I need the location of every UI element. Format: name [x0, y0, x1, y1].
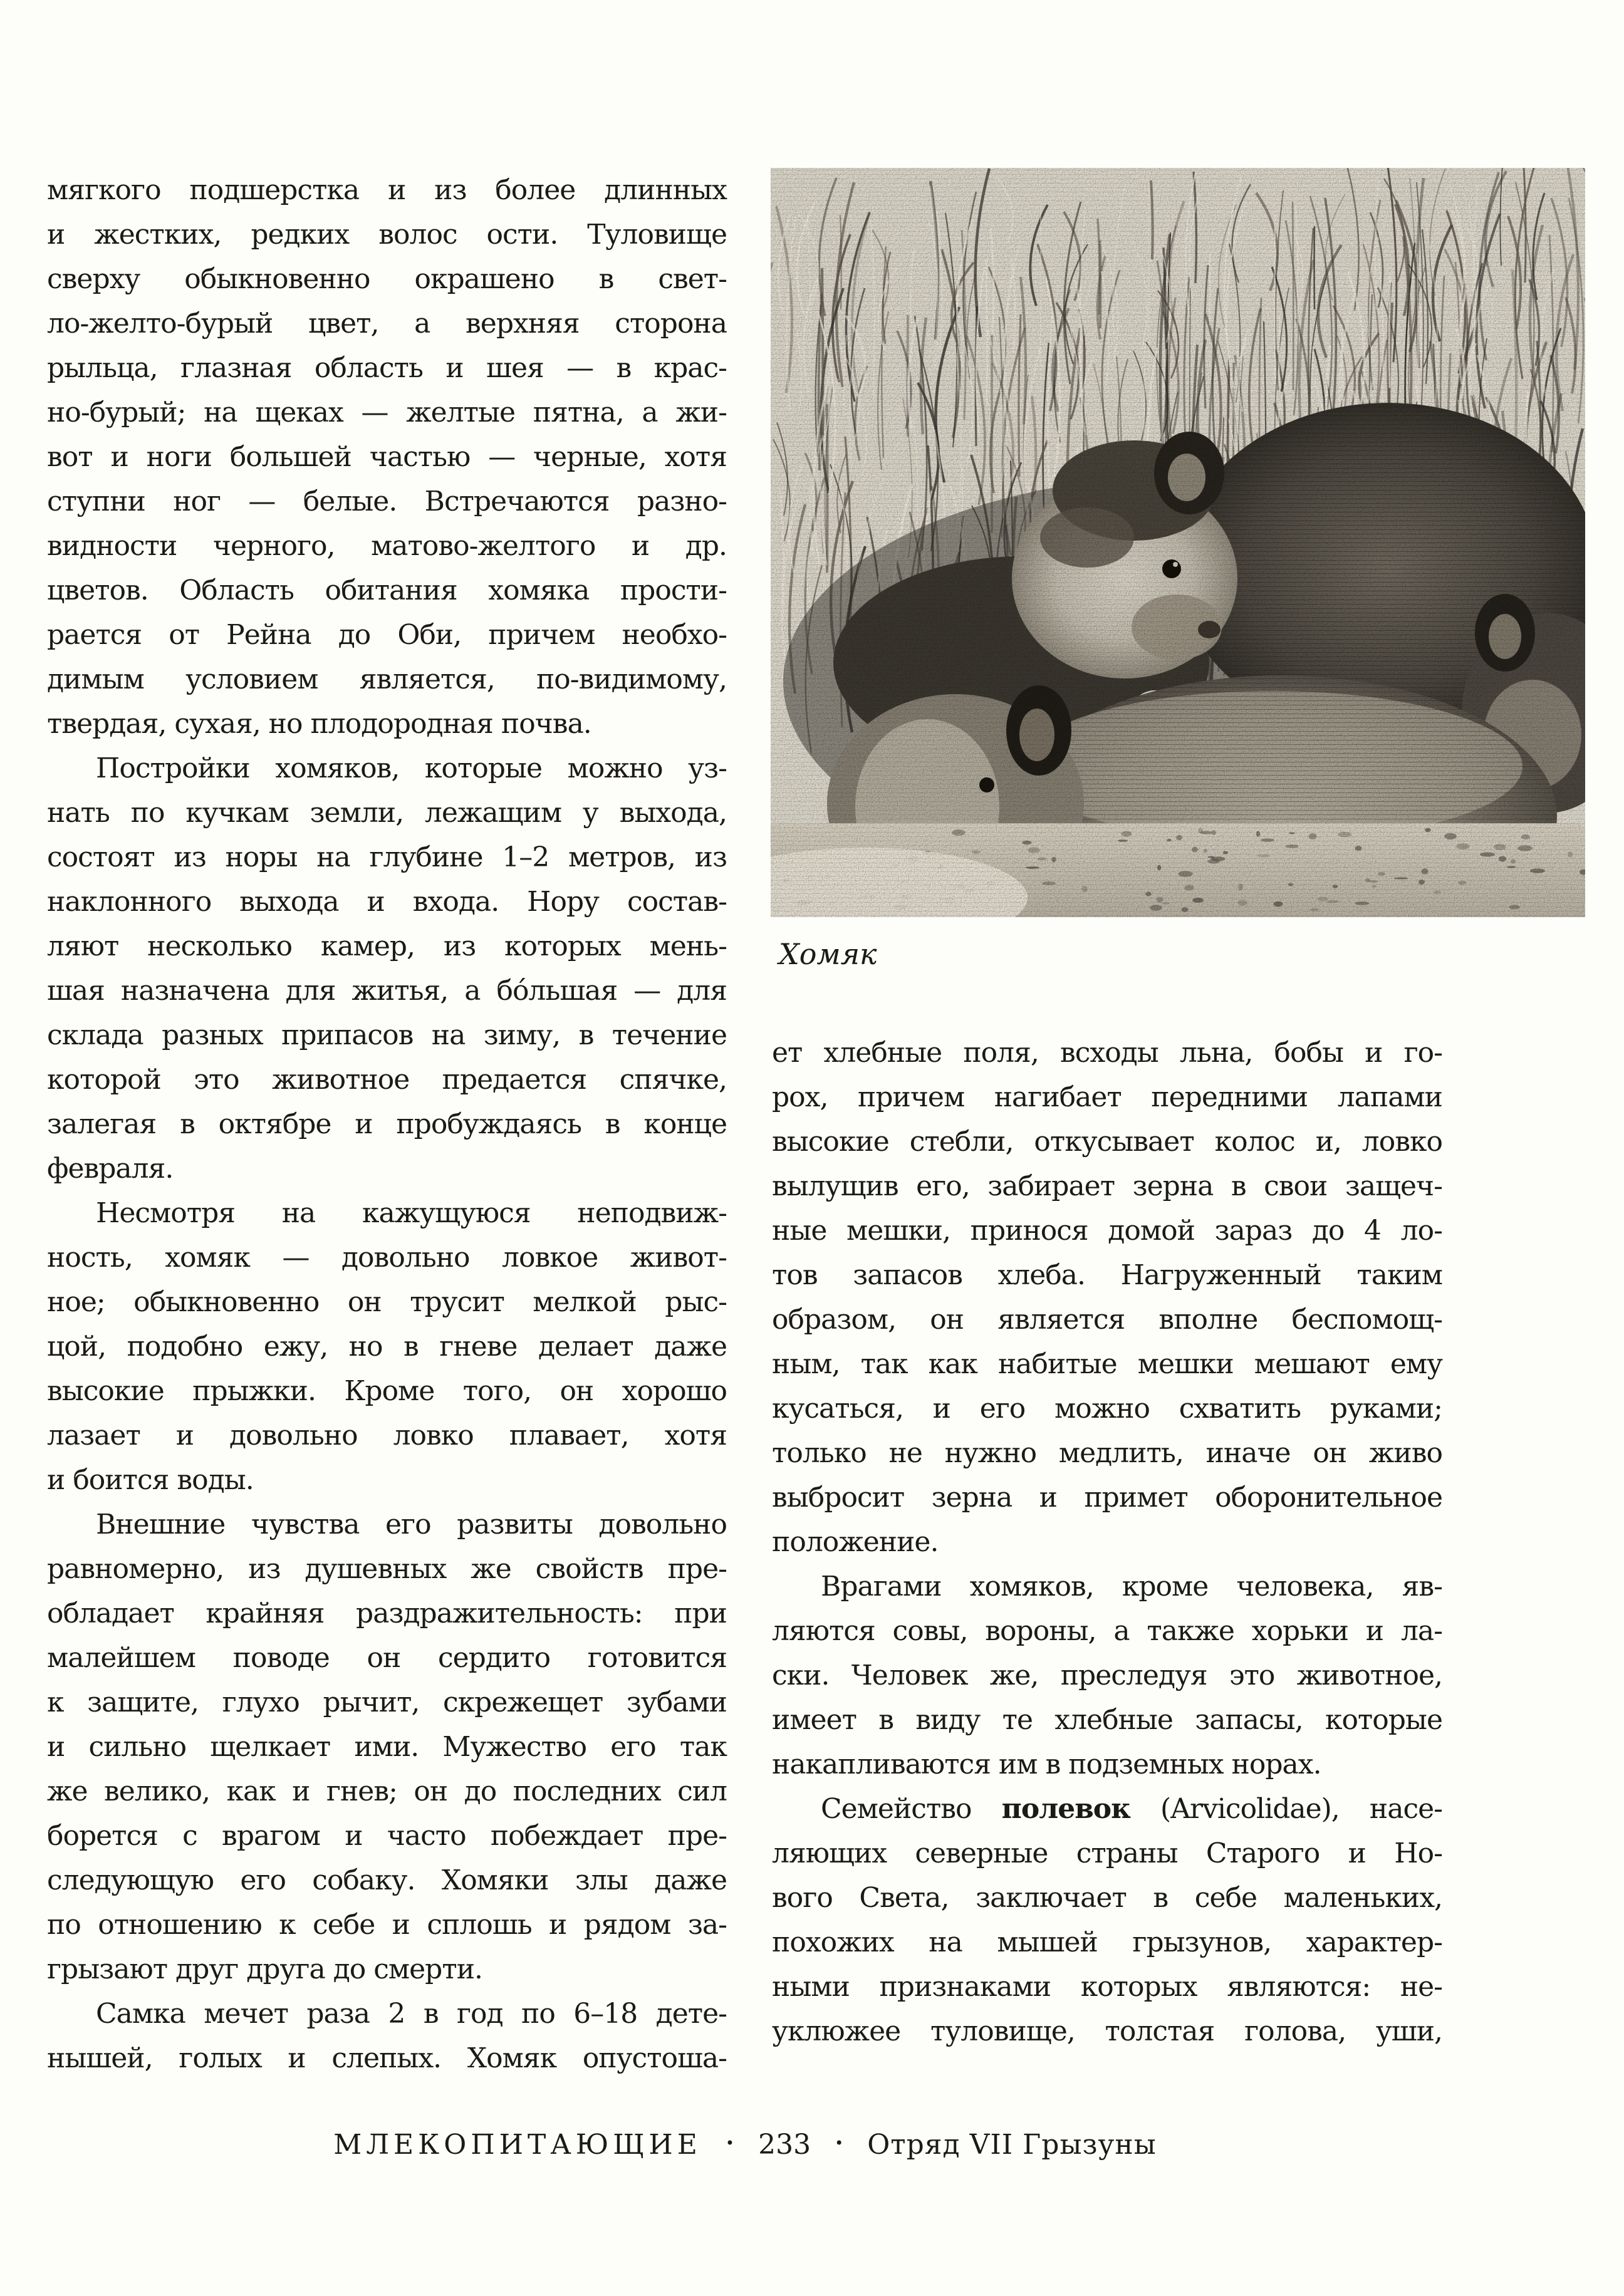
text-line: ло-желто-бурый цвет, а верхняя сторона	[47, 308, 727, 340]
text-line: цветов. Область обитания хомяка прости-	[47, 574, 727, 606]
text-line: февраля.	[47, 1153, 174, 1185]
text-line: и сильно щелкает ими. Мужество его так	[47, 1731, 727, 1763]
text-line: рыльца, глазная область и шея — в крас-	[47, 352, 727, 384]
text-line: рох, причем нагибает передними лапами	[772, 1081, 1442, 1113]
page-number: 233	[758, 2129, 811, 2161]
text-line: и жестких, редких волос ости. Туловище	[47, 219, 727, 251]
text-line: равномерно, из душевных же свойств пре-	[47, 1553, 727, 1585]
text-line: твердая, сухая, но плодородная почва.	[47, 708, 591, 740]
text-line: ляют несколько камер, из которых мень-	[47, 930, 727, 962]
bold-term: полевок	[1001, 1793, 1130, 1825]
text-line: но-бурый; на щеках — желтые пятна, а жи-	[47, 397, 727, 429]
footer-chapter: Отряд VII Грызуны	[867, 2129, 1157, 2161]
text-line: же велико, как и гнев; он до последних сил	[47, 1775, 727, 1807]
text-line: нышей, голых и слепых. Хомяк опустоша-	[47, 2042, 727, 2074]
text-line: грызают друг друга до смерти.	[47, 1953, 483, 1985]
text-line: Постройки хомяков, которые можно уз-	[96, 752, 727, 784]
text-line: ными признаками которых являются: не-	[772, 1971, 1442, 2003]
text-line: тов запасов хлеба. Нагруженный таким	[772, 1259, 1442, 1291]
text-line: высокие стебли, откусывает колос и, ловко	[772, 1126, 1442, 1158]
text-line: ляются совы, вороны, а также хорьки и ла-	[772, 1615, 1442, 1647]
text-line: залегая в октябре и пробуждаясь в конце	[47, 1108, 727, 1140]
text-line: рается от Рейна до Оби, причем необхо-	[47, 619, 727, 651]
text-line: положение.	[772, 1526, 939, 1558]
text-line: по отношению к себе и сплошь и рядом за-	[47, 1909, 727, 1941]
right-column	[772, 1031, 1442, 2054]
text-line: Несмотря на кажущуюся неподвиж-	[96, 1197, 727, 1229]
text-line: следующую его собаку. Хомяки злы даже	[47, 1864, 727, 1896]
text-line: имеет в виду те хлебные запасы, которые	[772, 1704, 1442, 1736]
text-line: сверху обыкновенно окрашено в свет-	[47, 263, 727, 295]
footer-separator-dot-2: •	[835, 2134, 844, 2152]
text-line: накапливаются им в подземных норах.	[772, 1748, 1321, 1780]
text-line: наклонного выхода и входа. Нору состав-	[47, 886, 727, 918]
text-line: вот и ноги большей частью — черные, хотя	[47, 441, 727, 473]
text-line: ным, так как набитые мешки мешают ему	[772, 1348, 1442, 1380]
text-line: ступни ног — белые. Встречаются разно-	[47, 486, 727, 517]
text-line: димым условием является, по-видимому,	[47, 663, 727, 695]
footer-separator-dot: •	[725, 2134, 735, 2152]
text-line: видности черного, матово-желтого и др.	[47, 530, 727, 562]
text-line: похожих на мышей грызунов, характер-	[772, 1926, 1442, 1958]
text-segment: (Arvicolidae), насе-	[1130, 1793, 1443, 1825]
text-line: борется с врагом и часто побеждает пре-	[47, 1820, 727, 1852]
text-line: ляющих северные страны Старого и Но-	[772, 1837, 1442, 1869]
text-line: малейшем поводе он сердито готовится	[47, 1642, 727, 1674]
text-line: уклюжее туловище, толстая голова, уши,	[772, 2015, 1442, 2047]
text-line: ет хлебные поля, всходы льна, бобы и го-	[772, 1037, 1442, 1069]
text-line: образом, он является вполне беспомощ-	[772, 1304, 1442, 1336]
page-footer	[47, 2129, 1443, 2161]
text-line: которой это животное предается спячке,	[47, 1064, 727, 1096]
figure-caption: Хомяк	[779, 937, 877, 971]
text-line: мягкого подшерстка и из более длинных	[47, 174, 727, 206]
text-line: ное; обыкновенно он трусит мелкой рыс-	[47, 1286, 727, 1318]
text-line: цой, подобно ежу, но в гневе делает даже	[47, 1331, 727, 1363]
text-line: обладает крайняя раздражительность: при	[47, 1597, 727, 1629]
hamster-engraving-figure	[771, 168, 1585, 917]
text-line: выбросит зерна и примет оборонительное	[772, 1482, 1442, 1514]
text-line: высокие прыжки. Кроме того, он хорошо	[47, 1375, 727, 1407]
text-line: состоят из норы на глубине 1–2 метров, из	[47, 841, 727, 873]
left-column	[47, 168, 727, 2080]
footer-section-title: МЛЕКОПИТАЮЩИЕ	[333, 2129, 702, 2161]
text-line: к защите, глухо рычит, скрежещет зубами	[47, 1686, 727, 1718]
text-line	[772, 1787, 1442, 1831]
engraving-svg	[771, 168, 1585, 917]
text-segment: Семейство	[821, 1793, 1002, 1825]
text-line: вого Света, заключает в себе маленьких,	[772, 1882, 1442, 1914]
text-line: Самка мечет раза 2 в год по 6–18 дете-	[96, 1998, 727, 2030]
text-line: шая назначена для житья, а бо́льшая — для	[47, 975, 727, 1007]
text-line: склада разных припасов на зиму, в течение	[47, 1019, 727, 1051]
text-line: ски. Человек же, преследуя это животное,	[772, 1660, 1442, 1691]
text-line: и боится воды.	[47, 1464, 254, 1496]
text-line: лазает и довольно ловко плавает, хотя	[47, 1420, 727, 1452]
text-line: ные мешки, принося домой зараз до 4 ло-	[772, 1215, 1442, 1247]
text-line: вылущив его, забирает зерна в свои защеч-	[772, 1170, 1442, 1202]
text-line: только не нужно медлить, иначе он живо	[772, 1437, 1442, 1469]
text-line: кусаться, и его можно схватить руками;	[772, 1393, 1442, 1425]
text-line: Врагами хомяков, кроме человека, яв-	[821, 1571, 1442, 1603]
text-line: ность, хомяк — довольно ловкое живот-	[47, 1242, 727, 1274]
text-line: Внешние чувства его развиты довольно	[96, 1509, 727, 1540]
text-line: нать по кучкам земли, лежащим у выхода,	[47, 797, 727, 829]
